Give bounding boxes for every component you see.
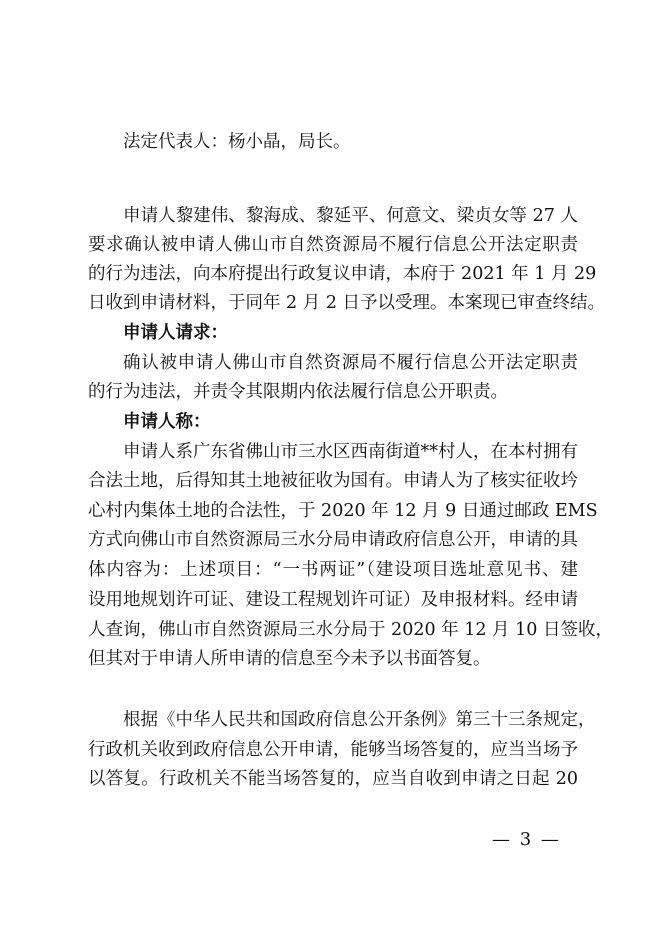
text-line: 要求确认被申请人佛山市自然资源局不履行信息公开法定职责 xyxy=(88,235,578,255)
section-heading: 申请人称： xyxy=(123,412,211,432)
text-line: 行政机关收到政府信息公开申请，能够当场答复的，应当当场予 xyxy=(88,740,578,760)
text-line: 合法土地，后得知其土地被征收为国有。申请人为了核实征收坅 xyxy=(88,471,578,491)
section-heading: 申请人请求： xyxy=(123,323,228,343)
text-line: 体内容为：上述项目：“一书两证”（建设项目选址意见书、建 xyxy=(88,560,578,580)
text-line: 日收到申请材料，于同年 2 月 2 日予以受理。本案现已审查终结。 xyxy=(88,293,606,313)
text-line: 设用地规划许可证、建设工程规划许可证）及申报材料。经申请 xyxy=(88,590,578,610)
text-line: 人查询，佛山市自然资源局三水分局于 2020 年 12 月 10 日签收， xyxy=(88,620,613,640)
text-line: 申请人黎建伟、黎海成、黎延平、何意文、梁贞女等 27 人 xyxy=(123,206,578,226)
text-line: 确认被申请人佛山市自然资源局不履行信息公开法定职责 xyxy=(123,353,578,373)
text-line: 心村内集体土地的合法性，于 2020 年 12 月 9 日通过邮政 EMS xyxy=(88,501,598,521)
text-line: 的行为违法，并责令其限期内依法履行信息公开职责。 xyxy=(88,382,508,402)
text-line: 以答复。行政机关不能当场答复的，应当自收到申请之日起 20 xyxy=(88,769,578,789)
text-line: 方式向佛山市自然资源局三水分局申请政府信息公开，申请的具 xyxy=(88,530,578,550)
page-number: — 3 — xyxy=(492,829,561,850)
text-line: 但其对于申请人所申请的信息至今未予以书面答复。 xyxy=(88,649,491,669)
text-line: 根据《中华人民共和国政府信息公开条例》第三十三条规定， xyxy=(123,710,596,730)
text-line: 法定代表人：杨小晶，局长。 xyxy=(123,132,351,152)
text-line: 申请人系广东省佛山市三水区西南街道**村人，在本村拥有 xyxy=(123,442,578,462)
text-line: 的行为违法，向本府提出行政复议申请，本府于 2021 年 1 月 29 xyxy=(88,264,597,284)
